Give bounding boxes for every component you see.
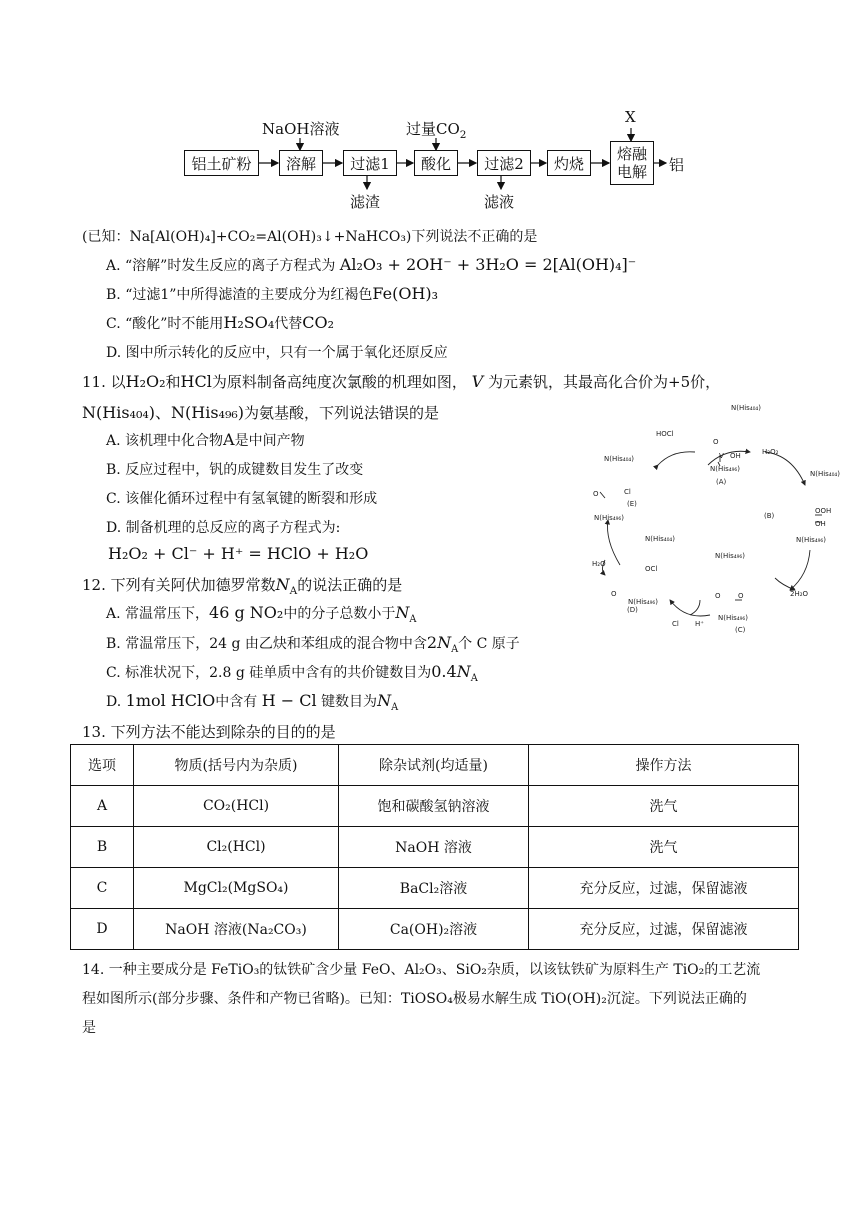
flow-x-label: X [625,108,636,126]
mech-label-e-cl: Cl [624,488,631,496]
mech-label-h-plus: H⁺ [695,620,704,628]
table-cell: MgCl₂(MgSO₄) [134,868,339,909]
mech-label-b-ooh: OOH [815,507,832,515]
q12-option-a: A. 常温常压下，46 g NO₂中的分子总数小于$N_A$ [106,603,417,625]
flow-box-filter1: 过滤1 [343,150,397,176]
table-header: 除杂试剂(均适量) [339,745,529,786]
table-cell: CO₂(HCl) [134,786,339,827]
flow-filtrate-label: 滤液 [484,193,515,211]
mech-label-d-ocl: OCl [645,565,658,573]
mech-label-d-his496: N(His₄₉₆) [628,598,658,606]
table-cell: NaOH 溶液(Na₂CO₃) [134,909,339,950]
mech-label-b: (B) [764,512,775,520]
mech-label-c-o1: O [715,592,721,600]
mech-label-hocl: HOCl [656,430,674,438]
table-header: 选项 [71,745,134,786]
table-row [71,827,799,868]
flow-box-filter2: 过滤2 [477,150,531,176]
mech-label-c: (C) [735,626,746,634]
mech-label-h2o2: H₂O₂ [762,448,779,456]
mech-label-a-v: V [719,452,724,460]
table-cell: 充分反应，过滤，保留滤液 [529,909,799,950]
q11-option-c: C. 该催化循环过程中有氢氧键的断裂和形成 [106,491,378,507]
mech-label-e-o: O [593,490,599,498]
table-cell: A [71,786,134,827]
flow-naoh-label: NaOH溶液 [262,120,340,138]
table-cell: NaOH 溶液 [339,827,529,868]
flow-box-electrolysis-label: 电解 [616,163,647,181]
q10-option-a: A. “溶解”时发生反应的离子方程式为 Al₂O₃ + 2OH⁻ + 3H₂O = 2[Al(OH)₄]⁻ [106,255,637,274]
mech-label-b-his404: N(His₄₀₄) [810,470,840,478]
q11-option-b: B. 反应过程中，钒的成键数目发生了改变 [106,462,364,478]
mech-label-cl: Cl [672,620,679,628]
flow-box-acidify: 酸化 [414,150,458,176]
q11-equation: H₂O₂ + Cl⁻ + H⁺ = HClO + H₂O [108,544,369,563]
mech-label-h2o: H₂O [592,560,606,568]
flow-box-calcine: 灼烧 [547,150,591,176]
table-row [71,868,799,909]
table-cell: 饱和碳酸氢钠溶液 [339,786,529,827]
q12-option-c: C. 标准状况下，2.8 g 硅单质中含有的共价键数目为$0.4N_A$ [106,662,478,684]
q13-table [70,744,799,950]
q10-option-c: C. “酸化”时不能用H₂SO₄代替CO₂ [106,313,335,332]
mech-label-e-his404: N(His₄₀₄) [604,455,634,463]
table-header: 物质(括号内为杂质) [134,745,339,786]
flow-product-label: 铝 [669,156,685,174]
mech-label-b-oh: OH [815,520,826,528]
table-cell: C [71,868,134,909]
q12-stem: 12. 下列有关阿伏加德罗常数$N_A$的说法正确的是 [82,575,403,597]
table-cell: Cl₂(HCl) [134,827,339,868]
table-row [71,786,799,827]
table-cell: 充分反应，过滤，保留滤液 [529,868,799,909]
table-cell: Ca(OH)₂溶液 [339,909,529,950]
table-row [71,909,799,950]
q11-option-d: D. 制备机理的总反应的离子方程式为: [106,520,341,536]
mech-label-a: (A) [716,478,727,486]
mech-label-his404-top: N(His₄₀₄) [731,404,761,412]
table-cell: B [71,827,134,868]
flow-box-bauxite: 铝土矿粉 [184,150,259,176]
mech-label-2h2o: 2H₂O [790,590,809,598]
table-cell: 洗气 [529,786,799,827]
table-cell: BaCl₂溶液 [339,868,529,909]
q10-option-b: B. “过滤1”中所得滤渣的主要成分为红褐色Fe(OH)₃ [106,284,439,303]
q14-line2: 程如图所示(部分步骤、条件和产物已省略)。已知：TiOSO₄极易水解生成 TiO(OH)₂沉淀。下列说法正确的 [82,991,747,1007]
table-header-row [71,745,799,786]
flow-box-dissolve: 溶解 [279,150,323,176]
q10-known: (已知：Na[Al(OH)₄]+CO₂=Al(OH)₃↓+NaHCO₃)下列说法不正确的是 [82,229,538,245]
q11-option-a: A. 该机理中化合物A是中间产物 [106,430,305,449]
flow-box-melt-label: 熔融 [616,145,647,163]
mech-label-a-oh: OH [730,452,741,460]
table-cell: D [71,909,134,950]
q14-line3: 是 [82,1020,96,1036]
mech-label-b-his496: N(His₄₉₆) [796,536,826,544]
mech-label-mid-his496: N(His₄₉₆) [715,552,745,560]
q11-stem-line2: N(His₄₀₄)、N(His₄₉₆)为氨基酸，下列说法错误的是 [82,403,440,422]
mech-label-a-his496: N(His₄₉₆) [710,465,740,473]
table-header: 操作方法 [529,745,799,786]
mech-label-e-his496: N(His₄₉₆) [594,514,624,522]
flow-residue-label: 滤渣 [350,193,381,211]
q14-line1: 14. 一种主要成分是 FeTiO₃的钛铁矿含少量 FeO、Al₂O₃、SiO₂杂质，以该钛铁矿为原料生产 TiO₂的工艺流 [82,962,761,978]
mech-label-c-o2: O [738,592,744,600]
q13-stem: 13. 下列方法不能达到除杂的目的的是 [82,723,336,741]
mech-label-d: (D) [627,606,638,614]
mech-label-a-o: O [713,438,719,446]
q10-option-d: D. 图中所示转化的反应中，只有一个属于氧化还原反应 [106,345,448,361]
q12-option-b: B. 常温常压下，24 g 由乙炔和苯组成的混合物中含$2N_A$个 C 原子 [106,633,520,655]
mech-label-d-o: O [611,590,617,598]
flow-arrows [0,0,868,220]
flow-co2-label: 过量$CO_2$ [406,120,467,141]
mech-label-c-his496: N(His₄₉₆) [718,614,748,622]
mech-label-mid-his404: N(His₄₀₄) [645,535,675,543]
flow-box-electrolysis [610,141,654,185]
q12-option-d: D. 1mol HClO中含有 H − Cl 键数目为$N_A$ [106,691,399,713]
mech-label-e: (E) [627,500,637,508]
table-cell: 洗气 [529,827,799,868]
q11-stem-line1: 11. 以H₂O₂和HCl为原料制备高纯度次氯酸的机理如图， V 为元素钒，其最高化合价为+5价， [82,372,721,391]
